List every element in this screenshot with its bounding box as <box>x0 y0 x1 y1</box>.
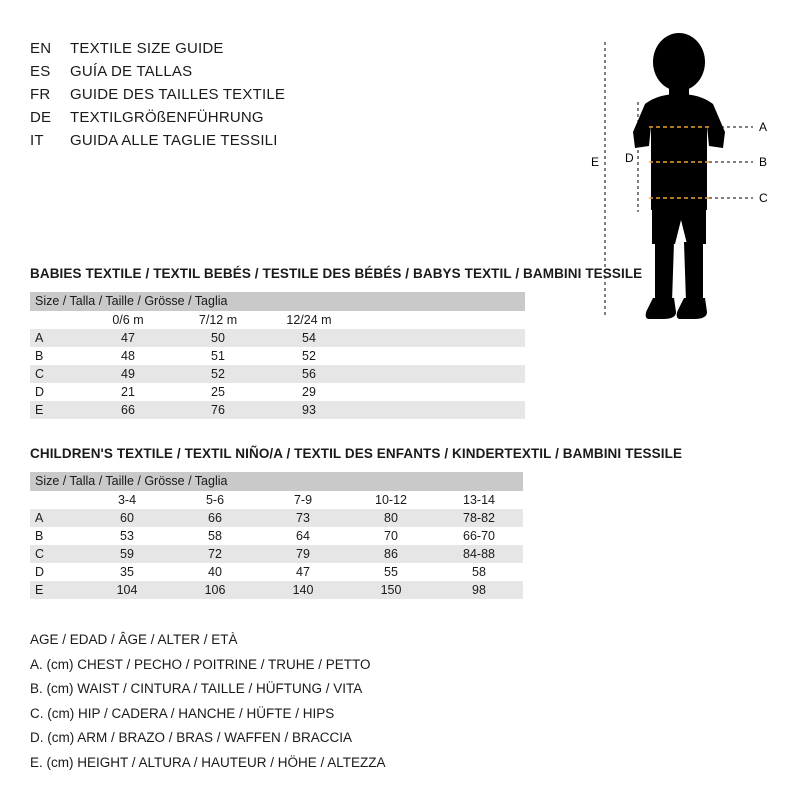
table-row <box>30 509 523 527</box>
figure-marker-e: E <box>591 155 600 169</box>
cell-value: 72 <box>171 545 259 563</box>
cell-value: 66 <box>83 401 173 419</box>
babies-size-table <box>30 292 525 419</box>
cell-value: 70 <box>347 527 435 545</box>
header-spacer <box>355 311 525 329</box>
cell-value: 54 <box>263 329 355 347</box>
cell-value: 50 <box>173 329 263 347</box>
cell-value: 80 <box>347 509 435 527</box>
cell-value: 64 <box>259 527 347 545</box>
babies-column-header: 0/6 m <box>83 311 173 329</box>
legend-e-height: E. (cm) HEIGHT / ALTURA / HAUTEUR / HÖHE / ALTEZZA <box>30 754 386 770</box>
row-spacer <box>355 365 525 383</box>
cell-value: 66-70 <box>435 527 523 545</box>
figure-marker-a: A <box>759 120 768 134</box>
children-banner-label: Size / Talla / Taille / Grösse / Taglia <box>30 472 523 491</box>
children-size-table <box>30 472 523 599</box>
cell-value: 93 <box>263 401 355 419</box>
children-section-heading: CHILDREN'S TEXTILE / TEXTIL NIÑO/A / TEXTIL DES ENFANTS / KINDERTEXTIL / BAMBINI TESSILE <box>30 446 683 461</box>
title-text: TEXTILE SIZE GUIDE <box>70 40 224 57</box>
title-row <box>30 109 550 132</box>
cell-value: 52 <box>263 347 355 365</box>
cell-value: 79 <box>259 545 347 563</box>
table-row <box>30 527 523 545</box>
cell-value: 55 <box>347 563 435 581</box>
title-row <box>30 63 550 86</box>
figure-marker-d: D <box>625 151 634 165</box>
children-column-header: 7-9 <box>259 491 347 509</box>
babies-column-header: 7/12 m <box>173 311 263 329</box>
row-label: B <box>30 527 83 545</box>
legend-a-chest: A. (cm) CHEST / PECHO / POITRINE / TRUHE / PETTO <box>30 656 371 672</box>
cell-value: 86 <box>347 545 435 563</box>
cell-value: 84-88 <box>435 545 523 563</box>
row-spacer <box>355 347 525 365</box>
title-text: GUIDA ALLE TAGLIE TESSILI <box>70 132 278 149</box>
cell-value: 59 <box>83 545 171 563</box>
cell-value: 58 <box>171 527 259 545</box>
table-header-row <box>30 311 525 329</box>
title-text: TEXTILGRÖßENFÜHRUNG <box>70 109 264 126</box>
table-row <box>30 401 525 419</box>
table-row <box>30 329 525 347</box>
title-lang-code: DE <box>30 109 52 126</box>
title-block <box>30 40 550 155</box>
measurement-legend <box>30 628 386 775</box>
title-text: GUIDE DES TAILLES TEXTILE <box>70 86 286 103</box>
cell-value: 78-82 <box>435 509 523 527</box>
table-row <box>30 545 523 563</box>
cell-value: 140 <box>259 581 347 599</box>
title-row <box>30 132 550 155</box>
silhouette-shape <box>633 33 725 319</box>
cell-value: 48 <box>83 347 173 365</box>
cell-value: 40 <box>171 563 259 581</box>
table-header-row <box>30 491 523 509</box>
table-row <box>30 365 525 383</box>
title-row <box>30 40 550 63</box>
cell-value: 53 <box>83 527 171 545</box>
cell-value: 76 <box>173 401 263 419</box>
cell-value: 51 <box>173 347 263 365</box>
cell-value: 98 <box>435 581 523 599</box>
cell-value: 104 <box>83 581 171 599</box>
babies-banner-label: Size / Talla / Taille / Grösse / Taglia <box>30 292 525 311</box>
header-blank <box>30 311 83 329</box>
cell-value: 60 <box>83 509 171 527</box>
cell-value: 56 <box>263 365 355 383</box>
cell-value: 25 <box>173 383 263 401</box>
row-spacer <box>355 401 525 419</box>
table-banner-row <box>30 292 525 311</box>
title-text: GUÍA DE TALLAS <box>70 63 193 80</box>
row-label: B <box>30 347 83 365</box>
row-label: A <box>30 509 83 527</box>
legend-d-arm: D. (cm) ARM / BRAZO / BRAS / WAFFEN / BRACCIA <box>30 730 353 745</box>
table-banner-row <box>30 472 523 491</box>
cell-value: 66 <box>171 509 259 527</box>
table-row <box>30 347 525 365</box>
row-label: E <box>30 581 83 599</box>
row-label: E <box>30 401 83 419</box>
babies-section-heading: BABIES TEXTILE / TEXTIL BEBÉS / TESTILE DES BÉBÉS / BABYS TEXTIL / BAMBINI TESSILE <box>30 266 643 281</box>
figure-marker-b: B <box>759 155 768 169</box>
row-label: C <box>30 545 83 563</box>
cell-value: 35 <box>83 563 171 581</box>
row-spacer <box>355 329 525 347</box>
cell-value: 21 <box>83 383 173 401</box>
babies-column-header: 12/24 m <box>263 311 355 329</box>
row-label: A <box>30 329 83 347</box>
cell-value: 73 <box>259 509 347 527</box>
legend-age: AGE / EDAD / ÂGE / ALTER / ETÀ <box>30 632 238 647</box>
children-column-header: 13-14 <box>435 491 523 509</box>
title-lang-code: FR <box>30 86 51 103</box>
children-column-header: 10-12 <box>347 491 435 509</box>
row-label: C <box>30 365 83 383</box>
cell-value: 150 <box>347 581 435 599</box>
header-blank <box>30 491 83 509</box>
legend-b-waist: B. (cm) WAIST / CINTURA / TAILLE / HÜFTUNG / VITA <box>30 681 363 696</box>
title-lang-code: ES <box>30 63 51 80</box>
cell-value: 47 <box>83 329 173 347</box>
table-row <box>30 581 523 599</box>
cell-value: 52 <box>173 365 263 383</box>
figure-marker-labels <box>759 120 768 205</box>
children-column-header: 3-4 <box>83 491 171 509</box>
title-row <box>30 86 550 109</box>
legend-c-hip: C. (cm) HIP / CADERA / HANCHE / HÜFTE / HIPS <box>30 705 335 721</box>
table-row <box>30 563 523 581</box>
row-label: D <box>30 563 83 581</box>
table-row <box>30 383 525 401</box>
cell-value: 47 <box>259 563 347 581</box>
cell-value: 106 <box>171 581 259 599</box>
children-column-header: 5-6 <box>171 491 259 509</box>
cell-value: 29 <box>263 383 355 401</box>
row-spacer <box>355 383 525 401</box>
row-label: D <box>30 383 83 401</box>
figure-marker-c: C <box>759 191 768 205</box>
title-lang-code: IT <box>30 132 44 149</box>
title-lang-code: EN <box>30 40 52 57</box>
cell-value: 58 <box>435 563 523 581</box>
cell-value: 49 <box>83 365 173 383</box>
